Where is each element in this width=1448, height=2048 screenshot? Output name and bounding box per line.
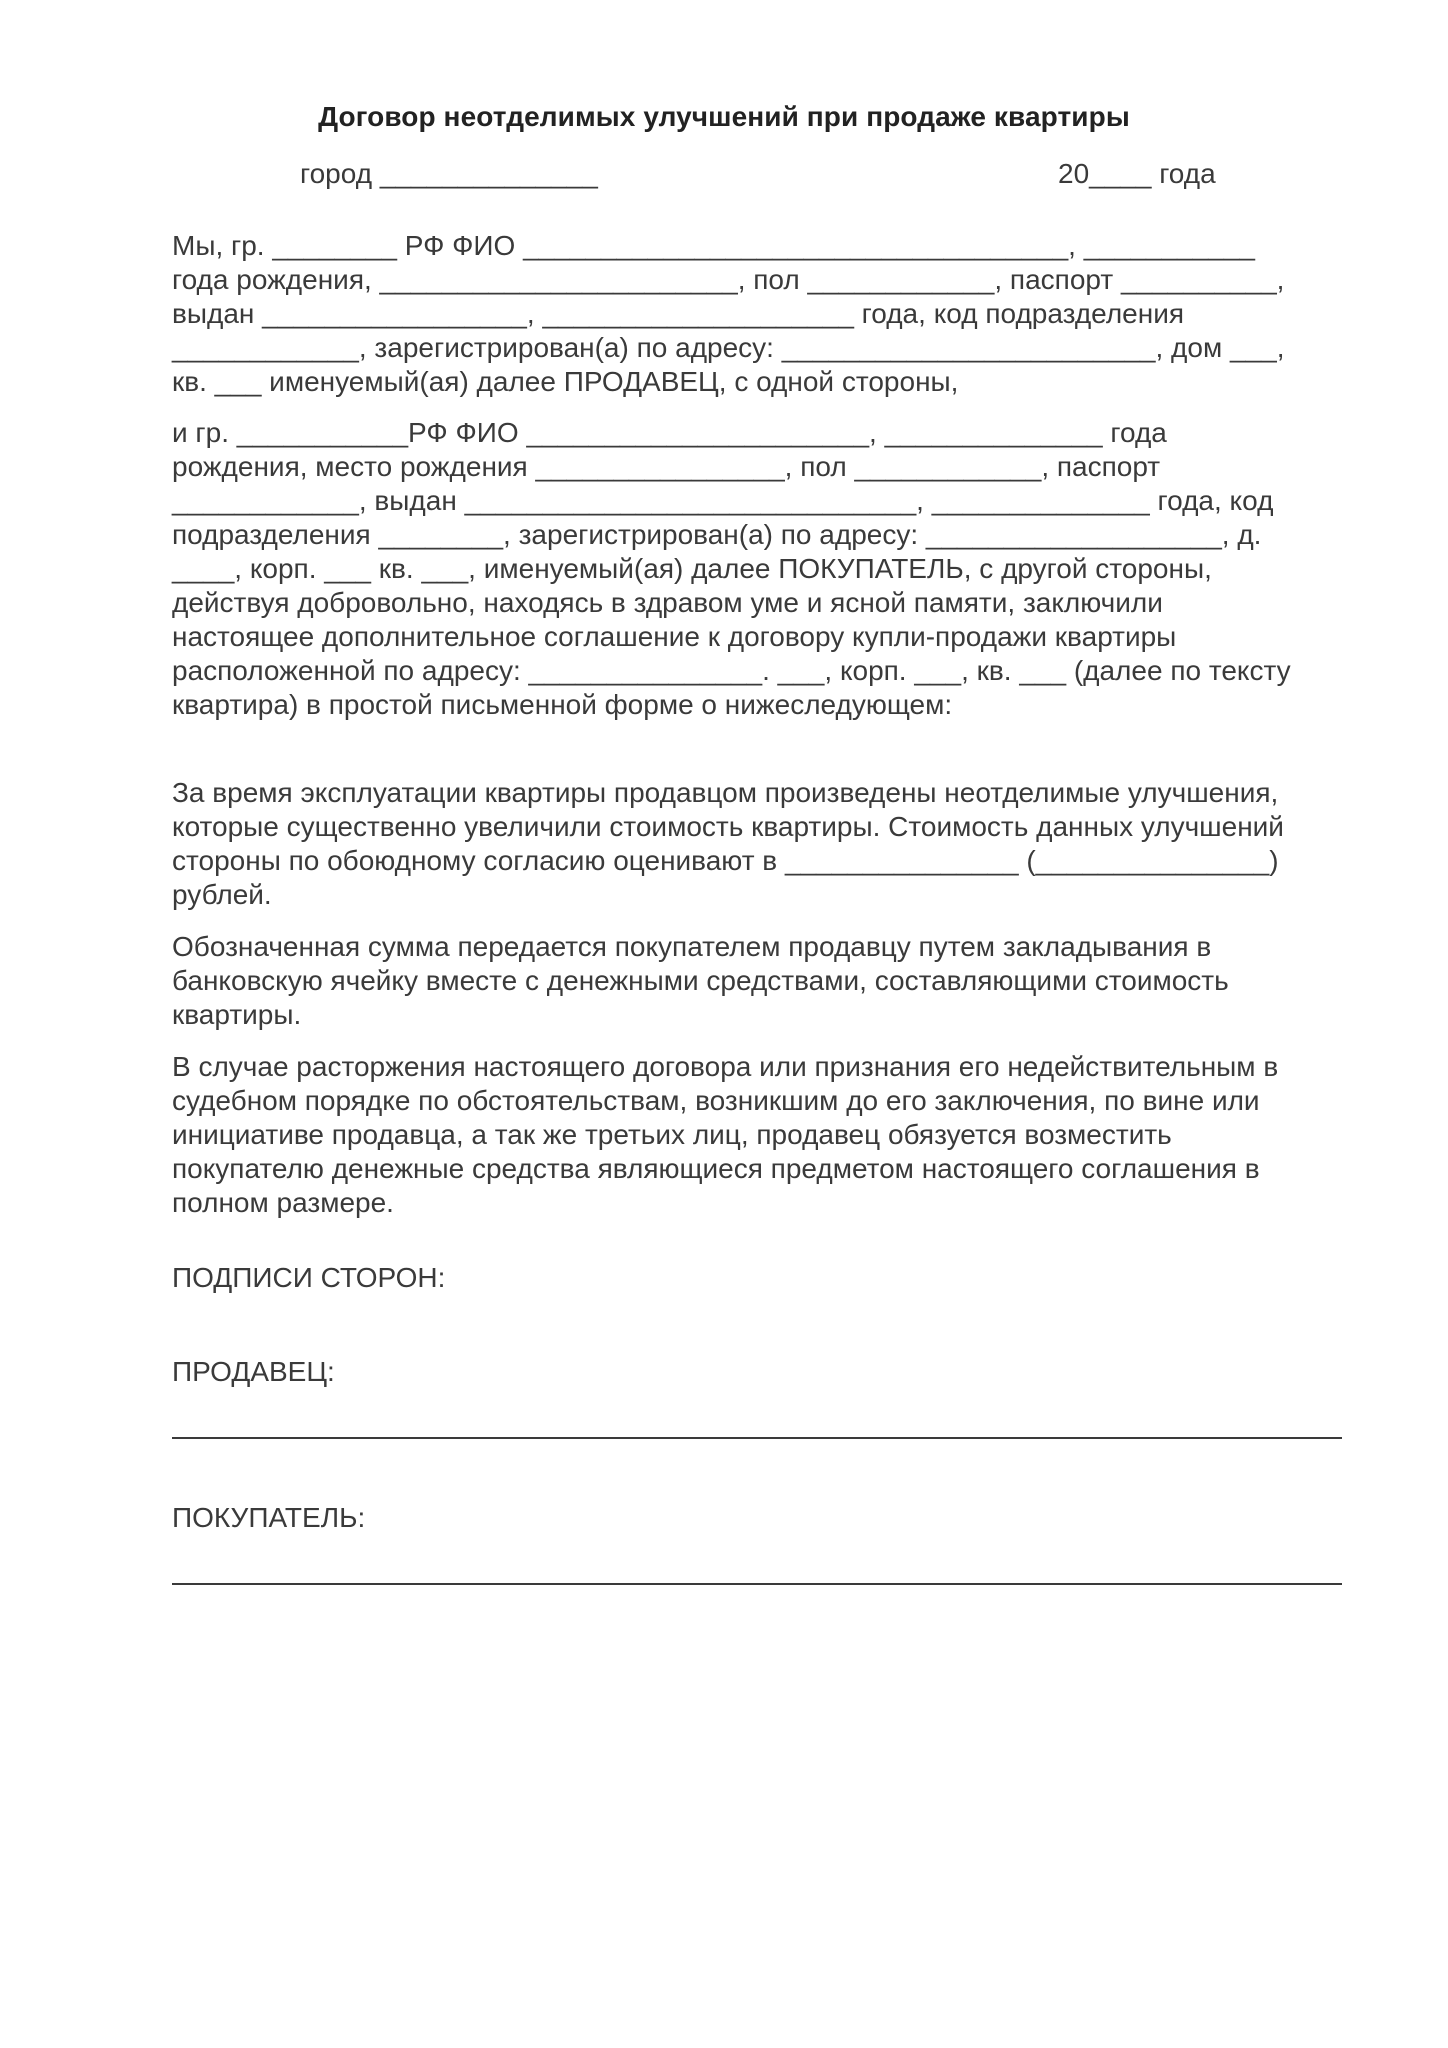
payment-paragraph: Обозначенная сумма передается покупателем продавцу путем закладывания в банковскую ячейку вместе с денежными средствами, составляющими стоимость квартиры. <box>172 931 1229 1030</box>
document-title: Договор неотделимых улучшений при продаже квартиры <box>318 101 1130 132</box>
improvements-paragraph: За время эксплуатации квартиры продавцом произведены неотделимые улучшения, которые существенно увеличили стоимость квартиры. Стоимость данных улучшений стороны по обоюдному согласию оценивают в _______________ (_______________) рублей. <box>172 777 1284 910</box>
year-line: 20____ года <box>1058 158 1216 189</box>
seller-parties-paragraph: Мы, гр. ________ РФ ФИО ___________________________________, ___________ года рождения, _______________________, пол ____________, паспорт __________, выдан _________________, ____________________ года, код подразделения ____________, зарегистрирован(а) по адресу: ________________________, дом ___, кв. ___ именуемый(ая) далее ПРОДАВЕЦ, с одной стороны, <box>172 230 1285 397</box>
buyer-signature-line <box>172 1583 1342 1585</box>
termination-paragraph: В случае расторжения настоящего договора или признания его недействительным в судебном порядке по обстоятельствам, возникшим до его заключения, по вине или инициативе продавца, а так же третьих лиц, продавец обязуется возместить покупателю денежные средства являющиеся предметом настоящего соглашения в полном размере. <box>172 1051 1279 1218</box>
buyer-parties-paragraph: и гр. ___________РФ ФИО ______________________, ______________ года рождения, место рождения ________________, пол ____________, паспорт ____________, выдан _____________________________, ______________ года, код подразделения ________, зарегистрирован(а) по адресу: ___________________, д. ____, корп. ___ кв. ___, именуемый(ая) далее ПОКУПАТЕЛЬ, с другой стороны, действуя добровольно, находясь в здравом уме и ясной памяти, заключили настоящее дополнительное соглашение к договору купли-продажи квартиры расположенной по адресу: _______________. ___, корп. ___, кв. ___ (далее по тексту квартира) в простой письменной форме о нижеследующем: <box>172 417 1291 720</box>
buyer-signature-label: ПОКУПАТЕЛЬ: <box>172 1502 366 1533</box>
city-line: город ______________ <box>300 158 598 189</box>
signatures-heading: ПОДПИСИ СТОРОН: <box>172 1262 446 1293</box>
seller-signature-label: ПРОДАВЕЦ: <box>172 1356 335 1387</box>
seller-signature-line <box>172 1437 1342 1439</box>
